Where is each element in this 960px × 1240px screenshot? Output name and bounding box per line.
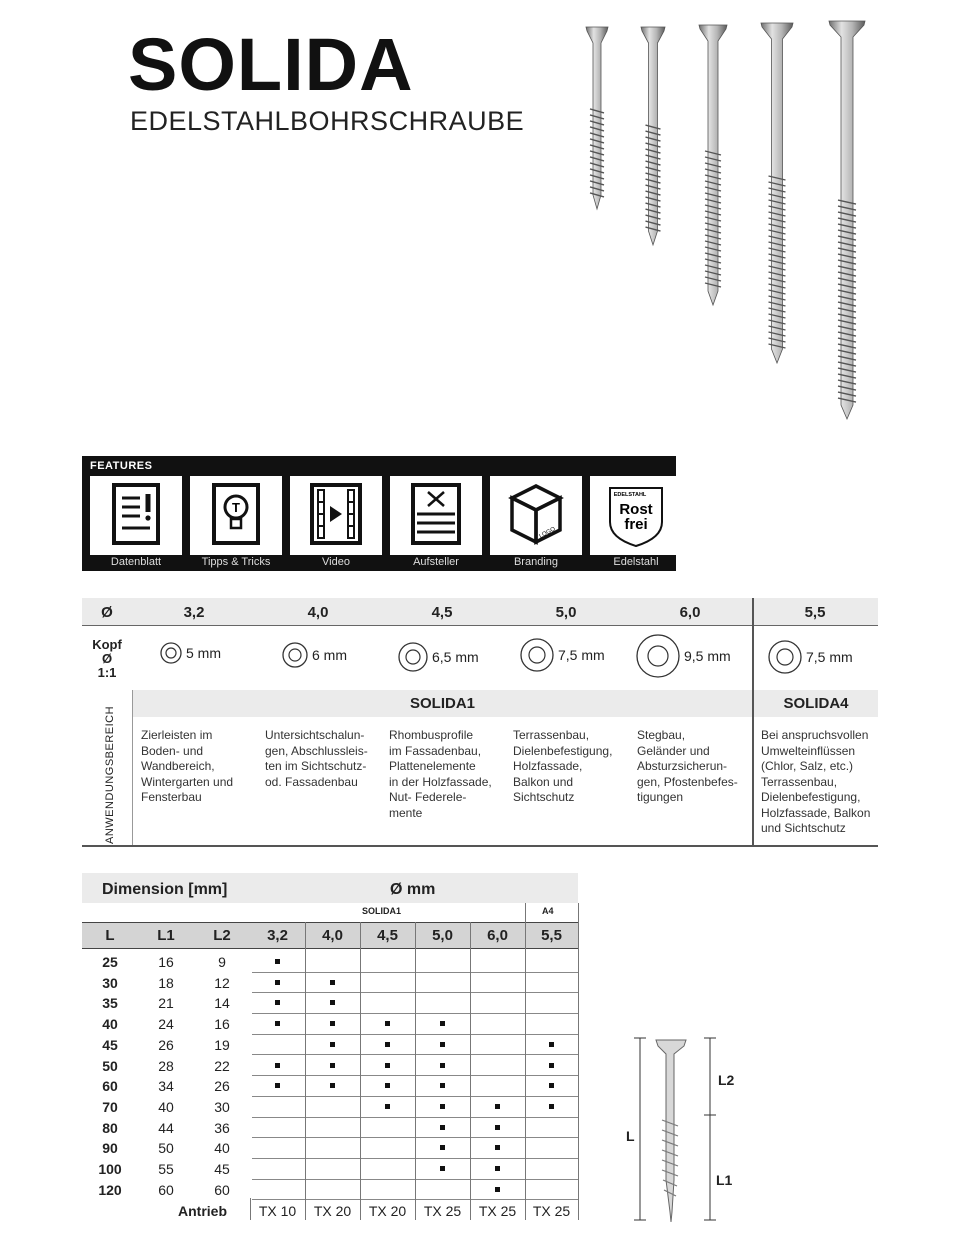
cell-L1: 26 xyxy=(158,1036,174,1053)
cell-L: 70 xyxy=(102,1098,118,1115)
feature-tipps-tricks[interactable] xyxy=(190,476,282,571)
availability-dot xyxy=(330,1042,335,1047)
col-L2: L2 xyxy=(213,927,231,944)
availability-dot xyxy=(440,1083,445,1088)
diameter-5-5: 5,5 xyxy=(804,604,826,621)
table-row xyxy=(82,1056,578,1077)
application-text: Terrassenbau, Dielenbefestigung, Holzfassade, Balkon und Sichtschutz xyxy=(513,728,613,804)
application-text: Stegbau, Geländer und Absturzsicherun- gen, Pfostenbefes- tigungen xyxy=(637,728,738,804)
torx-head-icon xyxy=(636,634,680,678)
feature-label: Edelstahl xyxy=(613,556,659,568)
drive-3-2: TX 10 xyxy=(258,1203,297,1219)
cell-L2: 36 xyxy=(214,1119,230,1136)
cell-L2: 9 xyxy=(218,954,226,970)
table-row xyxy=(82,952,578,973)
table-row xyxy=(82,1159,578,1180)
solida1-group-header: SOLIDA1 xyxy=(133,690,752,717)
cell-L1: 16 xyxy=(158,954,174,970)
availability-dot xyxy=(275,980,280,985)
cell-L1: 40 xyxy=(158,1098,174,1115)
svg-text:T: T xyxy=(232,500,240,515)
availability-dot xyxy=(385,1063,390,1068)
availability-dot xyxy=(330,980,335,985)
cell-L2: 26 xyxy=(214,1078,230,1095)
table-row xyxy=(82,1014,578,1035)
divider xyxy=(305,922,306,1220)
availability-dot xyxy=(440,1145,445,1150)
kopf-size-3-2 xyxy=(160,642,221,664)
screws-product-image xyxy=(575,15,875,425)
cell-L1: 28 xyxy=(158,1057,174,1074)
cell-L2: 19 xyxy=(214,1036,230,1053)
torx-head-icon xyxy=(160,642,182,664)
kopf-size-text: 6,5 mm xyxy=(432,649,479,665)
cell-L1: 34 xyxy=(158,1078,174,1095)
application-text: Zierleisten im Boden- und Wandbereich, Wintergarten und Fensterbau xyxy=(141,728,234,804)
availability-dot xyxy=(275,959,280,964)
kopf-size-text: 5 mm xyxy=(186,645,221,661)
diameter-4-0: 4,0 xyxy=(307,604,329,621)
cell-L: 90 xyxy=(102,1140,118,1157)
kopf-size-5-5 xyxy=(768,640,853,674)
availability-dot xyxy=(495,1166,500,1171)
table-row xyxy=(82,1076,578,1097)
product-subtitle: EDELSTAHLBOHRSCHRAUBE xyxy=(130,106,525,136)
availability-dot xyxy=(330,1063,335,1068)
feature-label: Tipps & Tricks xyxy=(201,556,271,568)
kopf-size-text: 6 mm xyxy=(312,647,347,663)
cell-L: 45 xyxy=(102,1036,118,1053)
cell-L: 40 xyxy=(102,1016,118,1033)
availability-dot xyxy=(440,1063,445,1068)
label-L: L xyxy=(626,1128,635,1144)
divider xyxy=(415,922,416,1220)
cell-L1: 55 xyxy=(158,1161,174,1177)
availability-dot xyxy=(549,1104,554,1109)
kopf-size-text: 7,5 mm xyxy=(558,647,605,663)
cell-L2: 40 xyxy=(214,1140,230,1157)
cell-L1: 24 xyxy=(158,1016,174,1033)
cell-L: 80 xyxy=(102,1119,118,1136)
application-text: Bei anspruchsvollen Umwelteinflüssen (Chlor, Salz, etc.) Terrassenbau, Dielenbefestigung, Holzfassade, Balkon und Sichtschutz xyxy=(761,728,871,835)
cell-L1: 60 xyxy=(158,1181,174,1198)
label-L1: L1 xyxy=(716,1172,733,1188)
column-header-row xyxy=(82,922,578,949)
application-table xyxy=(82,598,878,848)
video-icon xyxy=(290,476,382,555)
cell-L1: 18 xyxy=(158,974,174,991)
cell-L2: 14 xyxy=(214,995,230,1012)
cell-L2: 45 xyxy=(214,1161,230,1177)
divider xyxy=(82,845,878,847)
kopf-label-line: Kopf xyxy=(92,637,122,652)
feature-edelstahl[interactable] xyxy=(590,476,682,571)
table-row xyxy=(82,1035,578,1056)
availability-dot xyxy=(495,1125,500,1130)
cell-L1: 21 xyxy=(158,995,174,1012)
col-5-0: 5,0 xyxy=(432,927,453,944)
kopf-size-text: 7,5 mm xyxy=(806,649,853,665)
cell-L: 100 xyxy=(98,1161,122,1177)
features-bar xyxy=(82,456,676,571)
availability-dot xyxy=(440,1104,445,1109)
availability-dot xyxy=(495,1187,500,1192)
kopf-label xyxy=(82,638,132,680)
availability-dot xyxy=(385,1104,390,1109)
kopf-label-line: 1:1 xyxy=(97,665,117,680)
divider xyxy=(250,1198,251,1220)
availability-dot xyxy=(385,1042,390,1047)
features-heading: FEATURES xyxy=(90,460,153,472)
cell-L: 50 xyxy=(102,1057,118,1074)
cell-L: 60 xyxy=(102,1078,118,1095)
product-title: SOLIDA xyxy=(128,23,414,106)
feature-label: Datenblatt xyxy=(110,556,162,568)
cell-L2: 12 xyxy=(214,974,230,991)
solida4-group-header: SOLIDA4 xyxy=(754,690,878,717)
table-row xyxy=(82,1138,578,1159)
diameter-symbol: Ø xyxy=(101,604,113,621)
divider xyxy=(470,922,471,1220)
feature-aufsteller[interactable] xyxy=(390,476,482,571)
availability-dot xyxy=(275,1021,280,1026)
cell-L: 30 xyxy=(102,974,118,991)
solida1-label: SOLIDA1 xyxy=(362,906,402,916)
drive-4-5: TX 20 xyxy=(368,1203,407,1219)
availability-dot xyxy=(440,1042,445,1047)
screw-shape xyxy=(586,27,608,209)
badge-line1-text: Rost xyxy=(619,501,653,518)
cell-L: 25 xyxy=(102,954,118,970)
availability-dot xyxy=(549,1083,554,1088)
availability-dot xyxy=(440,1166,445,1171)
rostfrei-badge-icon xyxy=(590,476,682,555)
screw-shape xyxy=(641,27,665,245)
divider xyxy=(752,598,754,846)
anwendungsbereich-label: ANWENDUNGSBEREICH xyxy=(104,705,116,844)
datasheet-icon xyxy=(90,476,182,555)
feature-datenblatt[interactable] xyxy=(90,476,182,571)
col-4-0: 4,0 xyxy=(322,927,343,944)
col-4-5: 4,5 xyxy=(377,927,398,944)
branding-box-icon xyxy=(490,476,582,555)
cell-L: 35 xyxy=(102,995,118,1012)
divider xyxy=(578,903,579,1220)
diameter-6-0: 6,0 xyxy=(679,604,701,621)
cell-L2: 16 xyxy=(214,1016,230,1033)
drive-5-5: TX 25 xyxy=(532,1203,571,1219)
badge-line2-text: frei xyxy=(624,516,648,533)
col-L1: L1 xyxy=(157,927,175,944)
torx-head-icon xyxy=(398,642,428,672)
a4-label: A4 xyxy=(542,906,554,916)
feature-branding[interactable] xyxy=(490,476,582,571)
torx-head-icon xyxy=(520,638,554,672)
availability-dot xyxy=(275,1000,280,1005)
display-stand-icon xyxy=(390,476,482,555)
col-L: L xyxy=(105,927,115,944)
table-row xyxy=(82,1097,578,1118)
table-row xyxy=(82,1118,578,1139)
application-text: Rhombusprofile im Fassadenbau, Plattenelemente in der Holzfassade, Nut- Federele- mente xyxy=(389,728,492,820)
availability-dot xyxy=(330,1000,335,1005)
kopf-size-4-0 xyxy=(282,642,347,668)
diameter-5-0: 5,0 xyxy=(555,604,577,621)
availability-dot xyxy=(330,1083,335,1088)
cell-L: 120 xyxy=(98,1181,122,1198)
col-5-5: 5,5 xyxy=(541,927,562,944)
feature-label: Branding xyxy=(513,556,559,568)
screw-dimension-diagram xyxy=(620,1030,760,1235)
svg-text:LOGO: LOGO xyxy=(538,526,557,540)
cell-L2: 22 xyxy=(214,1057,230,1074)
availability-dot xyxy=(385,1021,390,1026)
label-L2: L2 xyxy=(718,1072,735,1088)
drive-label: Antrieb xyxy=(178,1203,227,1219)
screw-shape xyxy=(761,23,793,363)
col-3-2: 3,2 xyxy=(267,927,288,944)
divider xyxy=(525,903,526,1220)
cell-L2: 30 xyxy=(214,1098,230,1115)
availability-dot xyxy=(275,1083,280,1088)
kopf-label-line: Ø xyxy=(101,651,113,666)
drive-4-0: TX 20 xyxy=(313,1203,352,1219)
availability-dot xyxy=(440,1125,445,1130)
availability-dot xyxy=(385,1083,390,1088)
tips-icon xyxy=(190,476,282,555)
drive-6-0: TX 25 xyxy=(478,1203,517,1219)
diameter-3-2: 3,2 xyxy=(183,604,205,621)
kopf-size-5-0 xyxy=(520,638,605,672)
diameter-title: Ø mm xyxy=(390,881,436,898)
availability-dot xyxy=(549,1063,554,1068)
application-text: Untersichtschalun- gen, Abschlussleis- ten im Sichtschutz- od. Fassadenbau xyxy=(265,728,368,789)
table-row xyxy=(82,993,578,1014)
drive-5-0: TX 25 xyxy=(423,1203,462,1219)
diameter-4-5: 4,5 xyxy=(431,604,453,621)
badge-top-text: EDELSTAHL xyxy=(613,492,647,498)
divider xyxy=(360,922,361,1220)
kopf-size-6-0 xyxy=(636,634,731,678)
table-row xyxy=(82,1180,578,1201)
feature-label: Aufsteller xyxy=(413,556,459,568)
torx-head-icon xyxy=(768,640,802,674)
cell-L1: 44 xyxy=(158,1119,174,1136)
cell-L2: 60 xyxy=(214,1181,230,1198)
availability-dot xyxy=(495,1104,500,1109)
cell-L1: 50 xyxy=(158,1140,174,1157)
table-row xyxy=(82,973,578,994)
kopf-size-text: 9,5 mm xyxy=(684,648,731,664)
col-6-0: 6,0 xyxy=(487,927,508,944)
dimension-header xyxy=(82,873,578,903)
feature-video[interactable] xyxy=(290,476,382,571)
torx-head-icon xyxy=(282,642,308,668)
availability-dot xyxy=(275,1063,280,1068)
availability-dot xyxy=(495,1145,500,1150)
availability-dot xyxy=(330,1021,335,1026)
availability-dot xyxy=(549,1042,554,1047)
screw-diagram-image xyxy=(620,1030,760,1230)
kopf-size-4-5 xyxy=(398,642,479,672)
feature-label: Video xyxy=(322,556,350,568)
dimension-title: Dimension [mm] xyxy=(102,881,228,898)
availability-dot xyxy=(440,1021,445,1026)
